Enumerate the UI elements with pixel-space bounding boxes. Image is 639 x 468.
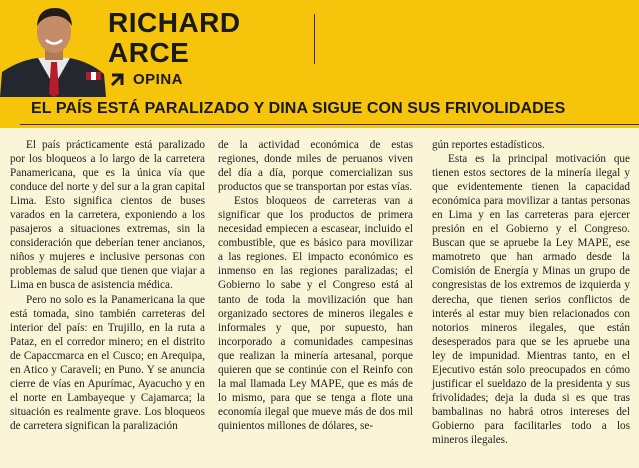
column-2 bbox=[218, 138, 413, 433]
paragraph: Estos bloqueos de carreteras van a significar que los productos de primera necesidad empiecen a escasear, incluido el combustible, que es básico para movilizar a las regiones. El impacto económico es inmenso en las regiones paralizadas; el Gobierno lo sabe y el Congreso está al tanto de toda la movilización que han organizado sectores de mineros ilegales e informales y que, por supuesto, han incorporado a comunidades campesinas que realizan la minería artesanal, porque quieren que se continúe con el Reinfo con la mal llamada Ley MAPE, que es más de lo mismo, para que se tenga a flote una economía ilegal que mueve más de dos mil quinientos millones de dólares, se- bbox=[218, 195, 413, 432]
column-1 bbox=[10, 138, 205, 433]
section-label: OPINA bbox=[133, 71, 184, 88]
header bbox=[0, 0, 639, 97]
author-last-name: ARCE bbox=[108, 37, 190, 68]
column-3 bbox=[432, 138, 630, 447]
paragraph: Esta es la principal motivación que tienen estos sectores de la minería ilegal y que evidentemente tienen la capacidad económica para movilizar a tantas personas en Lima y en las carreteras para ejercer presión en el Gobierno y el Congreso. Buscan que se apruebe la Ley MAPE, ese mamotreto que han armado desde la Comisión de Energía y Minas un grupo de congresistas de los extremos de izquierda y derecha, que tienen serios conflictos de interés al estar muy bien relacionados con notorios mineros ilegales, que están desesperados para que se les apruebe una ley de impunidad. Mientras tanto, en el Ejecutivo están solo preocupados en cómo justificar el sueldazo de la presidenta y sus frivolidades; deja la duda si es que tras bambalinas no habrá otros intereses del Gobierno para facilitarles todo a los mineros ilegales. bbox=[432, 153, 630, 446]
paragraph: de la actividad económica de estas regiones, donde miles de peruanos viven del día a día, porque comercializan sus productos que se transportan por estas vías. bbox=[218, 139, 413, 194]
headline: EL PAÍS ESTÁ PARALIZADO Y DINA SIGUE CON SUS FRIVOLIDADES bbox=[31, 100, 566, 117]
author-first-name: RICHARD bbox=[108, 7, 241, 38]
paragraph: El país prácticamente está paralizado por los bloqueos a lo largo de la carretera Panamericana, que es la única vía que conduce del norte y del sur a la gran capital Lima. Esto significa cientos de buses varados en la carretera, exponiendo a los pasajeros a situaciones extremas, sin la consideración que deberían tener ancianos, niños y mujeres e inclusive personas con problemas de salud que tienen que viajar a Lima en busca de asistencia médica. bbox=[10, 139, 205, 292]
arrow-icon bbox=[110, 73, 126, 89]
paragraph: Pero no solo es la Panamericana la que está tomada, sino también carreteras del interior del país: en Trujillo, en la ruta a Pataz, en el corredor minero; en el distrito de Capaccmarca en el Cusco; en Arequipa, en Atico y Caraveli; en Puno. Y se anuncia cierre de vías en Apurímac, Ayacucho y en el norte en Lambayeque y Cajamarca; la situación es realmente grave. Los bloqueos de carretera significan la paralización bbox=[10, 293, 205, 432]
author-photo bbox=[0, 2, 106, 97]
headline-rule bbox=[20, 124, 639, 125]
paragraph: gún reportes estadísticos. bbox=[432, 139, 545, 151]
header-divider bbox=[314, 14, 315, 64]
